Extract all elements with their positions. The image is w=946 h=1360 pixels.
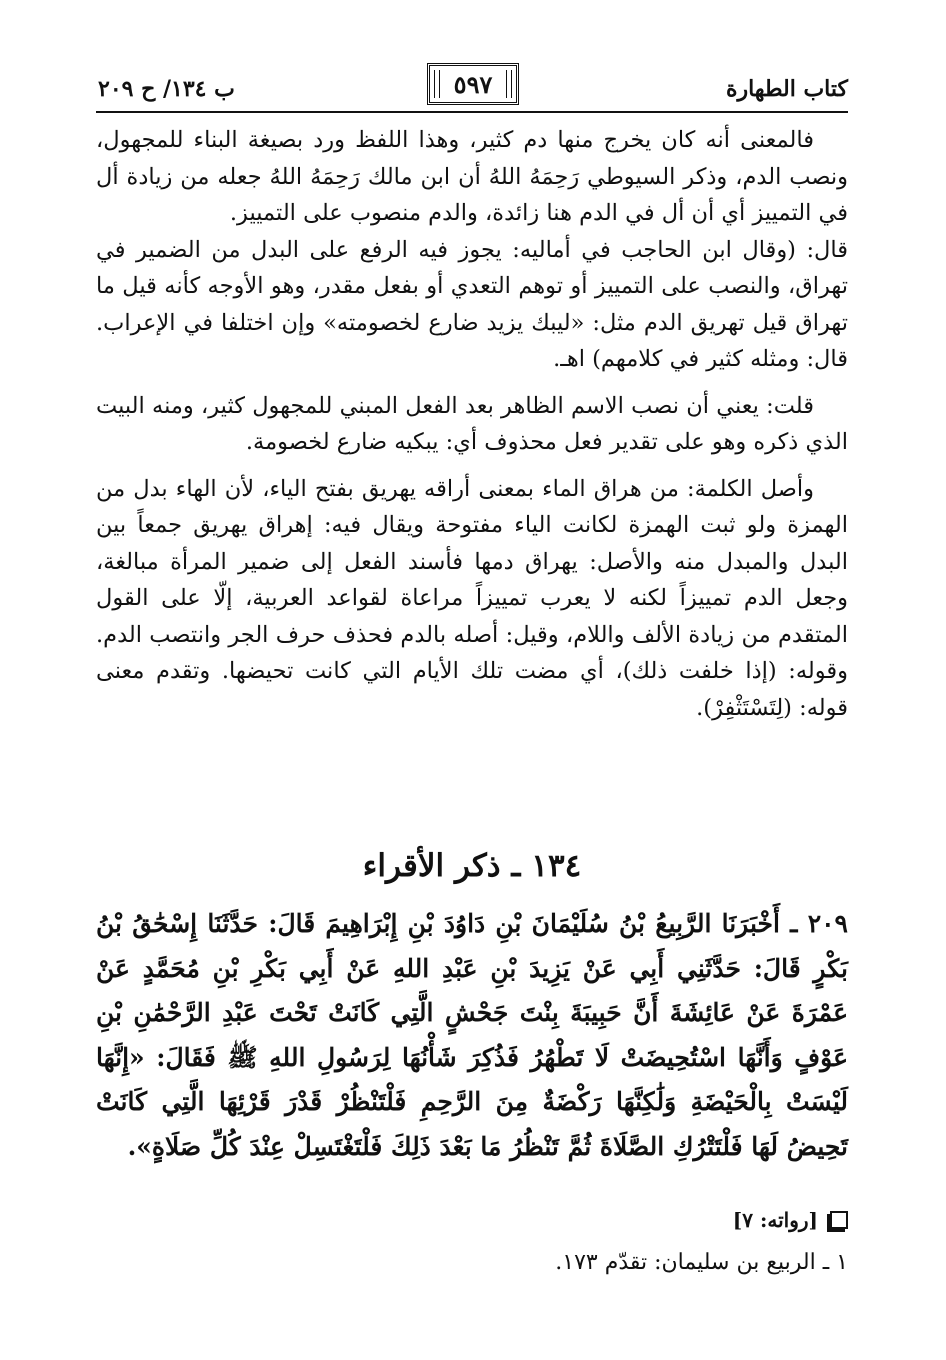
square-box-icon [830, 1211, 848, 1229]
book-title: كتاب الطهارة [725, 76, 848, 102]
hadith-block [96, 902, 848, 1169]
paragraph-1: فالمعنى أنه كان يخرج منها دم كثير، وهذا اللفظ ورد بصيغة البناء للمجهول، ونصب الدم، وذكر السيوطي رَحِمَهُ اللهُ أن ابن مالك رَحِمَهُ اللهُ جعله من زيادة أل في التمييز أي أن أل في الدم هنا زائدة، والدم منصوب على التمييز. [96, 127, 848, 226]
chapter-reference: ب ١٣٤/ ح ٢٠٩ [98, 76, 235, 102]
commentary-text [96, 122, 848, 726]
page-number: ٥٩٧ [427, 63, 519, 105]
header-divider [96, 111, 848, 113]
paragraph-2: قال: (وقال ابن الحاجب في أماليه: يجوز فيه الرفع على البدل من الضمير في تهراق، والنصب على التمييز أو توهم التعدي أو بفعل مقدر، وهو الأوجه كأنه قيل ما تهراق قيل تهريق الدم مثل: «ليبك يزيد ضارع لخصومته» وإن اختلفا في الإعراب. قال: ومثله كثير في كلامهم) اهـ. [96, 236, 848, 372]
hadith-text: ٢٠٩ ـ أَخْبَرَنَا الرَّبِيعُ بْنُ سُلَيْمَانَ بْنِ دَاوُدَ بْنِ إِبْرَاهِيمَ قَالَ: حَدَّثَنَا إِسْحَٰقُ بْنُ بَكْرٍ قَالَ: حَدَّثَنِي أَبِي عَنْ يَزِيدَ بْنِ عَبْدِ اللهِ عَنْ أَبِي بَكْرِ بْنِ مُحَمَّدٍ عَنْ عَمْرَةَ عَنْ عَائِشَةَ أَنَّ حَبِيبَةَ بِنْتَ جَحْشٍ الَّتِي كَانَتْ تَحْتَ عَبْدِ الرَّحْمَٰنِ بْنِ عَوْفٍ وَأَنَّهَا اسْتُحِيضَتْ لَا تَطْهُرُ فَذُكِرَ شَأْنُهَا لِرَسُولِ اللهِ ﷺ فَقَالَ: «إِنَّهَا لَيْسَتْ بِالْحَيْضَةِ وَلَٰكِنَّهَا رَكْضَةٌ مِنَ الرَّحِمِ فَلْتَنْظُرْ قَدْرَ قَرْئِهَا الَّتِي كَانَتْ تَحِيضُ لَهَا فَلْتَتْرُكِ الصَّلَاةَ ثُمَّ تَنْظُرُ مَا بَعْدَ ذَلِكَ فَلْتَغْتَسِلْ عِنْدَ كُلِّ صَلَاةٍ». [96, 909, 848, 1161]
narrators-heading [733, 1208, 848, 1232]
section-heading: ١٣٤ ـ ذكر الأقراء [362, 848, 582, 884]
paragraph-4: وأصل الكلمة: من هراق الماء بمعنى أراقه يهريق بفتح الياء، لأن الهاء بدل من الهمزة ولو ثبت الهمزة لكانت الياء مفتوحة ويقال فيه: إهراق يهريق جمعاً بين البدل والمبدل منه والأصل: يهراق دمها فأسند الفعل إلى ضمير المرأة مبالغة، وجعل الدم تمييزاً لكنه لا يعرب تمييزاً مراعاة لقواعد العربية، إلّا على القول المتقدم من زيادة الألف واللام، وقيل: أصله بالدم فحذف حرف الجر وانتصب الدم. وقوله: (إذا خلفت ذلك)، أي مضت تلك الأيام التي كانت تحيضها. وتقدم معنى قوله: (لِتَسْتَثْفِرْ). [96, 475, 848, 721]
paragraph-3: قلت: يعني أن نصب الاسم الظاهر بعد الفعل المبني للمجهول كثير، ومنه البيت الذي ذكره وهو على تقدير فعل محذوف أي: يبكيه ضارع لخصومة. [96, 392, 848, 455]
narrators-heading-label: [رواته: ٧] [732, 1208, 818, 1232]
narrator-item: ١ ـ الربيع بن سليمان: تقدّم ١٧٣. [555, 1250, 848, 1275]
